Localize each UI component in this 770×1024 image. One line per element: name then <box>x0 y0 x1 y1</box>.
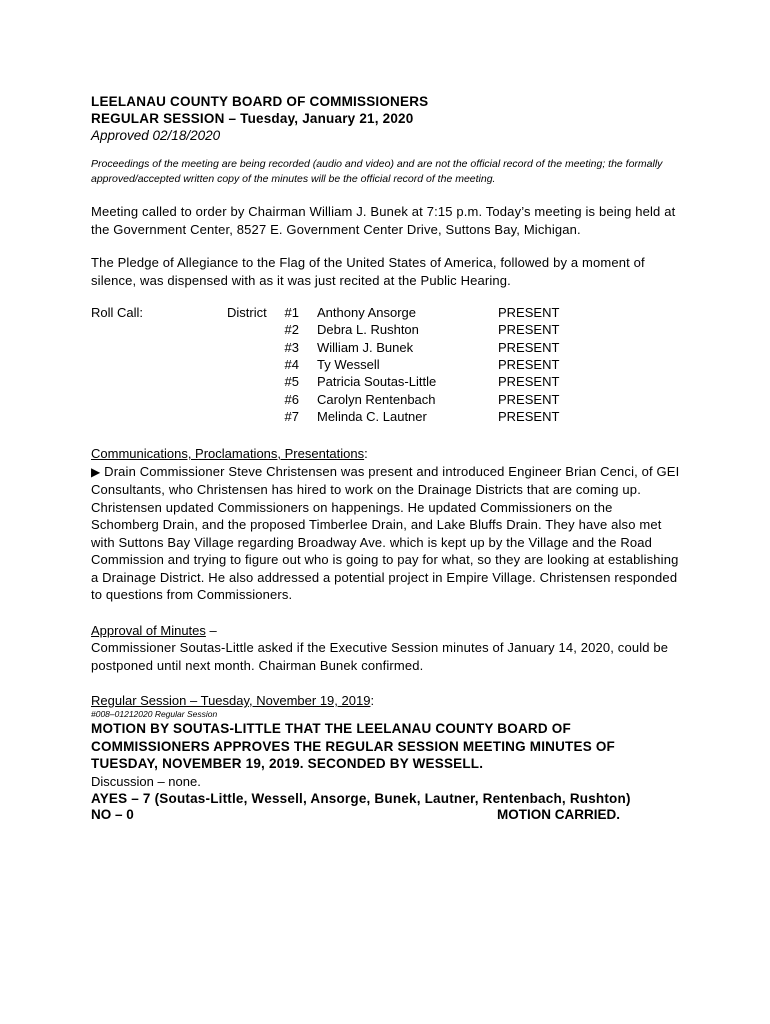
ayes-text: AYES – 7 (Soutas-Little, Wessell, Ansorge, Bunek, Lautner, Rentenbach, Rushton) <box>91 790 631 806</box>
member-name: Patricia Soutas-Little <box>317 374 437 390</box>
vote-result-row <box>91 807 681 825</box>
approval-section <box>91 622 681 640</box>
motion-text: MOTION BY SOUTAS-LITTLE THAT THE LEELANAU COUNTY BOARD OF COMMISSIONERS APPROVES THE REGULAR SESSION MEETING MINUTES OF TUESDAY, NOVEMBER 19, 2019. SECONDED BY WESSELL. <box>91 721 616 771</box>
regular-session-heading: Regular Session – Tuesday, November 19, 2019 <box>91 693 371 708</box>
district-number: #5 <box>284 374 299 390</box>
communications-body <box>91 463 681 604</box>
roll-call-row <box>91 409 681 426</box>
communications-section <box>91 445 681 463</box>
play-arrow-icon: ▶ <box>91 464 101 479</box>
motion-result: MOTION CARRIED. <box>497 807 620 822</box>
roll-call-label: Roll Call: <box>91 305 144 320</box>
district-label: District <box>227 305 267 320</box>
district-number: #4 <box>284 356 299 372</box>
member-status: PRESENT <box>498 305 560 320</box>
roll-call-row <box>91 340 681 357</box>
member-name: Debra L. Rushton <box>317 322 419 338</box>
roll-call-row <box>91 322 681 339</box>
member-status: PRESENT <box>498 322 560 338</box>
member-status: PRESENT <box>498 408 560 424</box>
session-title: REGULAR SESSION – Tuesday, January 21, 2020 <box>91 111 414 126</box>
heading-colon: : <box>364 446 368 461</box>
district-number: #6 <box>284 391 299 407</box>
communications-text: Drain Commissioner Steve Christensen was present and introduced Engineer Brian Cenci, of GEI Consultants, who Christensen has hired to work on the Drainage Districts that are coming up. Christensen updated Commissioners on happenings. He updated Commissioners on the Schomberg Drain, and the proposed Timberlee Drain, and Lake Bluffs Drain. They have also met with Suttons Bay Village regarding Broadway Ave. which is kept up by the Village and the Road Commission and trying to figure out who is going to pay for what, so they are looking at establishing a Drainage District. He also addressed a potential project in Empire Village. Christensen responded to questions from Commissioners. <box>91 463 680 602</box>
member-status: PRESENT <box>498 356 560 372</box>
roll-call-row <box>91 305 681 322</box>
member-status: PRESENT <box>498 391 560 407</box>
member-name: Ty Wessell <box>317 356 380 372</box>
board-title: LEELANAU COUNTY BOARD OF COMMISSIONERS <box>91 94 429 109</box>
district-number: #3 <box>284 339 299 355</box>
roll-call-row <box>91 357 681 374</box>
district-number: #1 <box>284 305 299 320</box>
communications-heading: Communications, Proclamations, Presentations <box>91 446 365 461</box>
minutes-document <box>91 93 681 825</box>
regular-session-section <box>91 693 681 709</box>
member-name: Carolyn Rentenbach <box>317 391 436 407</box>
recording-note: Proceedings of the meeting are being recorded (audio and video) and are not the official record of the meeting; the formally approved/accepted written copy of the minutes will be the official record of the meeting. <box>91 158 663 185</box>
approval-heading: Approval of Minutes <box>91 622 206 638</box>
discussion-text: Discussion – none. <box>91 773 201 789</box>
approval-text: Commissioner Soutas-Little asked if the Executive Session minutes of January 14, 2020, could be postponed until next month. Chairman Bunek confirmed. <box>91 640 669 673</box>
roll-call-row <box>91 374 681 391</box>
heading-colon: : <box>370 693 375 708</box>
heading-dash: – <box>205 622 217 638</box>
no-count: NO – 0 <box>91 807 134 822</box>
member-name: William J. Bunek <box>317 339 414 355</box>
pledge-paragraph: The Pledge of Allegiance to the Flag of the United States of America, followed by a moment of silence, was dispensed with as it was just recited at the Public Hearing. <box>91 255 645 288</box>
member-name: Anthony Ansorge <box>317 305 417 320</box>
member-status: PRESENT <box>498 374 560 390</box>
roll-call <box>91 305 681 427</box>
member-name: Melinda C. Lautner <box>317 408 427 424</box>
call-to-order: Meeting called to order by Chairman William J. Bunek at 7:15 p.m. Today’s meeting is being held at the Government Center, 8527 E. Government Center Drive, Suttons Bay, Michigan. <box>91 204 676 237</box>
member-status: PRESENT <box>498 339 560 355</box>
district-number: #7 <box>284 408 299 424</box>
motion-reference: #008–01212020 Regular Session <box>91 709 218 719</box>
approved-date: Approved 02/18/2020 <box>91 128 221 143</box>
district-number: #2 <box>284 322 299 338</box>
roll-call-row <box>91 392 681 409</box>
